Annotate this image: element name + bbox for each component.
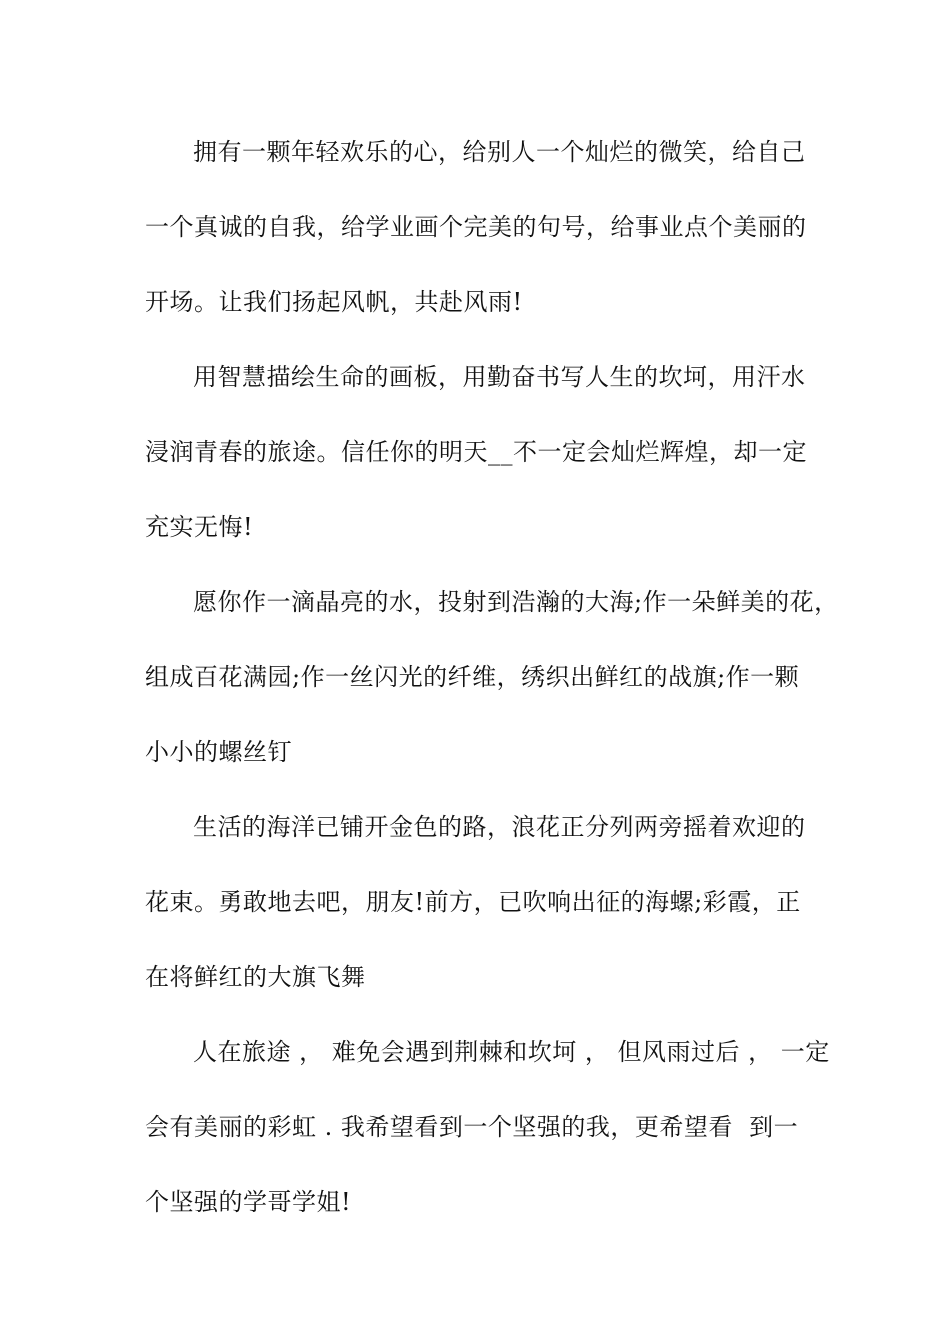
paragraph-5	[145, 1015, 830, 1240]
document-body	[145, 115, 839, 1240]
paragraph-line: 会有美丽的彩虹 . 我希望看到一个坚强的我，更希望看 到一	[145, 1113, 799, 1141]
paragraph-line: 人在旅途 ， 难免会遇到荆棘和坎坷 ， 但风雨过后 ， 一定	[193, 1038, 830, 1066]
paragraph-line: 在将鲜红的大旗飞舞	[145, 963, 366, 991]
paragraph-4	[145, 790, 807, 1015]
paragraph-line: 愿你作一滴晶亮的水，投射到浩瀚的大海;作一朵鲜美的花，	[193, 588, 839, 616]
paragraph-line: 小小的螺丝钉	[145, 738, 292, 766]
paragraph-line: 一个真诚的自我，给学业画个完美的句号，给事业点个美丽的	[145, 213, 807, 241]
paragraph-line: 用智慧描绘生命的画板，用勤奋书写人生的坎坷，用汗水	[193, 363, 806, 391]
paragraph-3	[145, 565, 839, 790]
paragraph-2	[145, 340, 807, 565]
paragraph-line: 浸润青春的旅途。信任你的明天__不一定会灿烂辉煌，却一定	[145, 438, 807, 466]
paragraph-line: 充实无悔!	[145, 513, 254, 541]
paragraph-line: 生活的海洋已铺开金色的路，浪花正分列两旁摇着欢迎的	[193, 813, 806, 841]
paragraph-line: 组成百花满园;作一丝闪光的纤维，绣织出鲜红的战旗;作一颗	[145, 663, 800, 691]
paragraph-line: 拥有一颗年轻欢乐的心，给别人一个灿烂的微笑，给自己	[193, 138, 806, 166]
paragraph-line: 花束。勇敢地去吧，朋友!前方，已吹响出征的海螺;彩霞，正	[145, 888, 801, 916]
paragraph-1	[145, 115, 807, 340]
paragraph-line: 开场。让我们扬起风帆，共赴风雨!	[145, 288, 523, 316]
paragraph-line: 个坚强的学哥学姐!	[145, 1188, 352, 1216]
